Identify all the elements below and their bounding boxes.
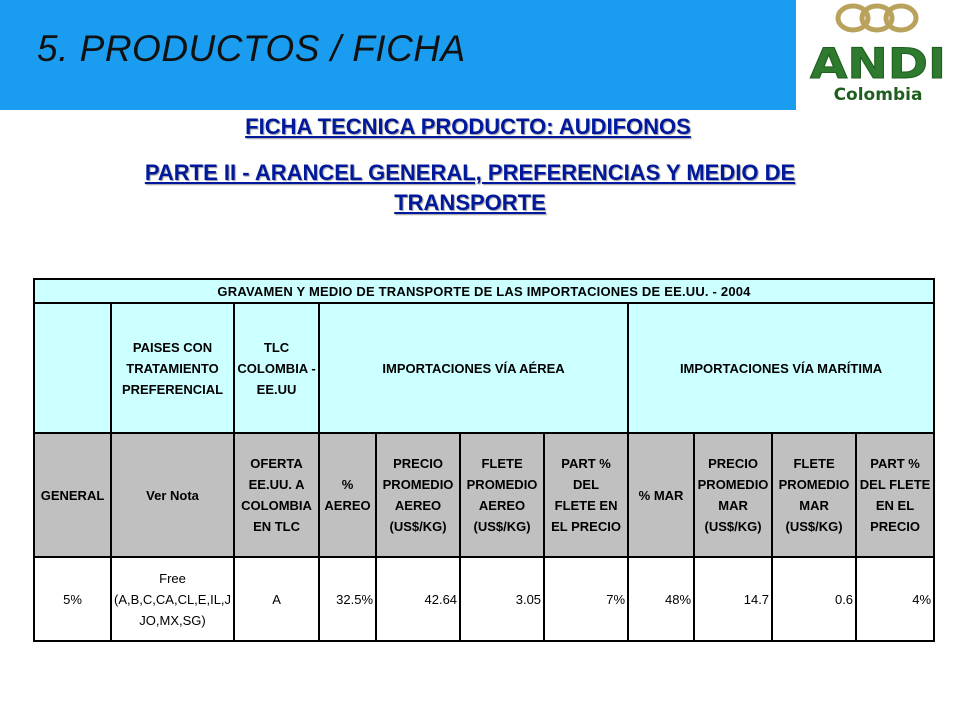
andi-logo-mark (796, 0, 960, 110)
table-cell: Free (A,B,C,CA,CL,E,IL,J JO,MX,SG) (111, 557, 234, 641)
column-header: PART % DEL FLETE EN EL PRECIO (544, 433, 628, 557)
preferential-countries-header: PAISES CON TRATAMIENTO PREFERENCIAL (111, 303, 234, 433)
table-cell: 3.05 (460, 557, 544, 641)
air-imports-header: IMPORTACIONES VÍA AÉREA (319, 303, 628, 433)
table-cell: 32.5% (319, 557, 376, 641)
column-header: FLETE PROMEDIO AEREO (US$/KG) (460, 433, 544, 557)
column-header: PRECIO PROMEDIO AEREO (US$/KG) (376, 433, 460, 557)
table-title-row (34, 279, 934, 303)
group-header-row (34, 303, 934, 433)
part-two-title: PARTE II - ARANCEL GENERAL, PREFERENCIAS Y MEDIO DE TRANSPORTE (144, 160, 796, 215)
table-cell: 14.7 (694, 557, 772, 641)
tlc-header: TLC COLOMBIA - EE.UU (234, 303, 319, 433)
table-cell: 5% (34, 557, 111, 641)
logo-region: Colombia (833, 85, 923, 105)
logo-name: ANDI (810, 39, 946, 88)
column-header-row (34, 433, 934, 557)
sea-imports-header: IMPORTACIONES VÍA MARÍTIMA (628, 303, 934, 433)
table-cell: 42.64 (376, 557, 460, 641)
column-header: PART % DEL FLETE EN EL PRECIO (856, 433, 934, 557)
tariff-table (33, 278, 935, 642)
table-row (34, 557, 934, 641)
table-cell: 48% (628, 557, 694, 641)
product-sheet-title: FICHA TECNICA PRODUCTO: AUDIFONOS (245, 114, 691, 139)
column-header: % MAR (628, 433, 694, 557)
column-header: FLETE PROMEDIO MAR (US$/KG) (772, 433, 856, 557)
column-header: % AEREO (319, 433, 376, 557)
andi-logo (796, 0, 960, 110)
column-header: PRECIO PROMEDIO MAR (US$/KG) (694, 433, 772, 557)
table-cell: 7% (544, 557, 628, 641)
general-group-header (34, 303, 111, 433)
column-header: GENERAL (34, 433, 111, 557)
table-title: GRAVAMEN Y MEDIO DE TRANSPORTE DE LAS IMPORTACIONES DE EE.UU. - 2004 (34, 279, 934, 303)
slide-title: 5. PRODUCTOS / FICHA (37, 28, 466, 69)
column-header: Ver Nota (111, 433, 234, 557)
table-cell: 0.6 (772, 557, 856, 641)
table-cell: A (234, 557, 319, 641)
table-cell: 4% (856, 557, 934, 641)
column-header: OFERTA EE.UU. A COLOMBIA EN TLC (234, 433, 319, 557)
